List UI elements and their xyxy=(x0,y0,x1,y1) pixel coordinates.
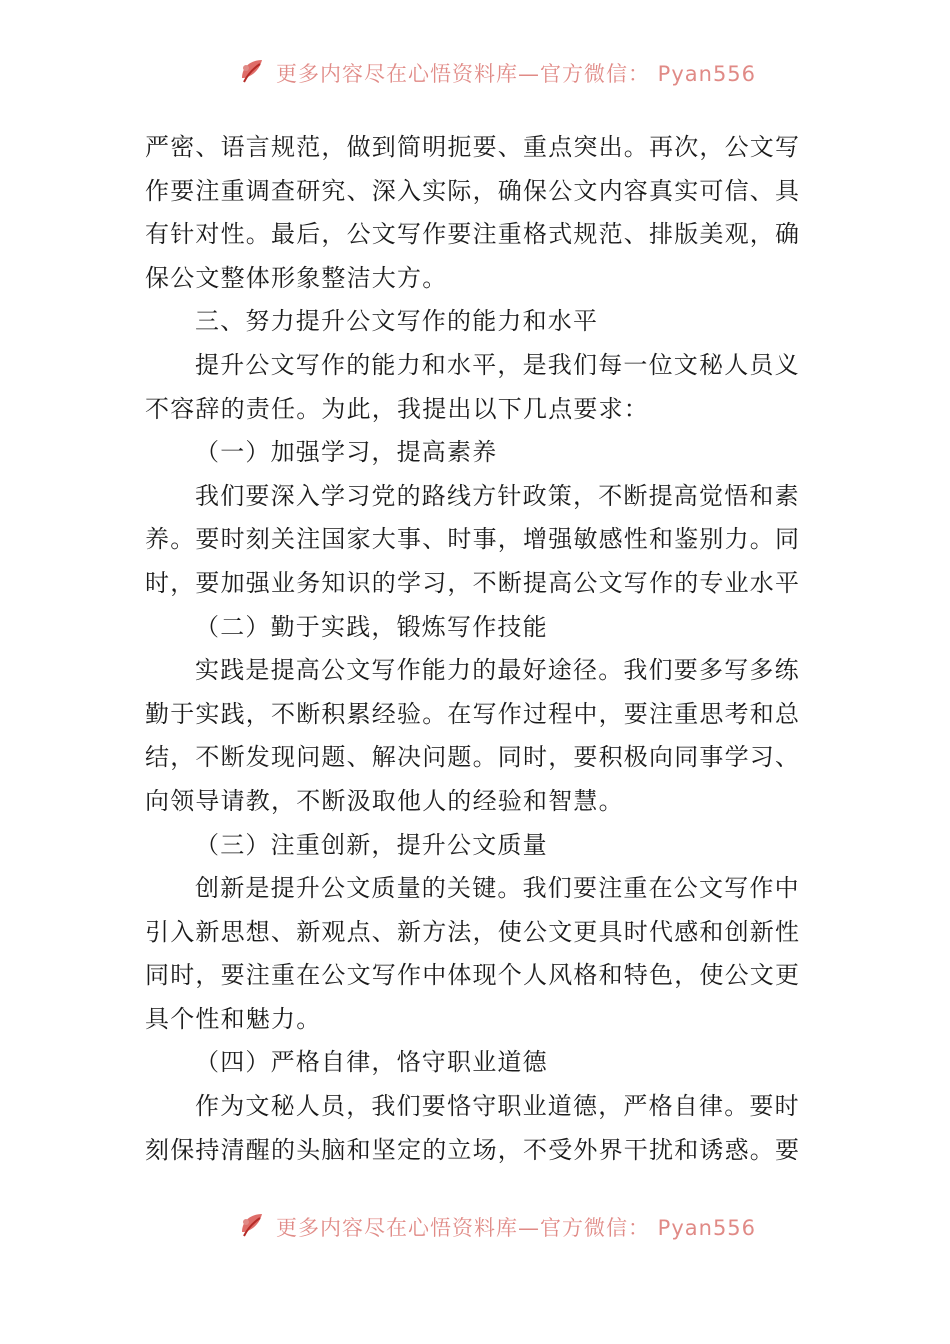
text-line: 严密、语言规范，做到简明扼要、重点突出。再次，公文写 xyxy=(145,133,801,161)
text-line: 向领导请教，不断汲取他人的经验和智慧。 xyxy=(145,786,624,815)
leaf-logo-icon xyxy=(236,1208,268,1240)
header-watermark xyxy=(0,50,950,90)
document-body xyxy=(145,126,810,1172)
text-line: 实践是提高公文写作能力的最好途径。我们要多写多练 xyxy=(195,656,800,685)
text-line: 勤于实践，不断积累经验。在写作过程中，要注重思考和总 xyxy=(145,699,801,728)
watermark-text: 更多内容尽在心悟资料库—官方微信： Pyan556 xyxy=(276,62,757,86)
text-line: 同时，要注重在公文写作中体现个人风格和特色，使公文更 xyxy=(145,961,801,990)
text-line: 结，不断发现问题、解决问题。同时，要积极向同事学习、 xyxy=(145,743,801,772)
text-line: 提升公文写作的能力和水平，是我们每一位文秘人员义 xyxy=(195,350,800,379)
text-line: 引入新思想、新观点、新方法，使公文更具时代感和创新性 xyxy=(145,917,801,946)
text-line: 养。要时刻关注国家大事、时事，增强敏感性和鉴别力。同 xyxy=(145,525,801,554)
watermark-text: 更多内容尽在心悟资料库—官方微信： Pyan556 xyxy=(276,1216,757,1240)
text-line: 保公文整体形象整洁大方。 xyxy=(145,263,448,292)
text-line: （一）加强学习，提高素养 xyxy=(195,438,498,467)
leaf-logo-icon xyxy=(236,54,268,86)
text-line: （四）严格自律，恪守职业道德 xyxy=(195,1048,548,1077)
text-line: 三、努力提升公文写作的能力和水平 xyxy=(195,307,599,336)
text-line: 作为文秘人员，我们要恪守职业道德，严格自律。要时 xyxy=(195,1092,800,1121)
text-line: 具个性和魅力。 xyxy=(145,1004,322,1033)
footer-watermark xyxy=(0,1204,950,1244)
text-line: 不容辞的责任。为此，我提出以下几点要求： xyxy=(145,394,649,423)
text-line: 我们要深入学习党的路线方针政策，不断提高觉悟和素 xyxy=(195,481,800,510)
text-line: 有针对性。最后，公文写作要注重格式规范、排版美观，确 xyxy=(145,220,801,249)
text-line: 作要注重调查研究、深入实际，确保公文内容真实可信、具 xyxy=(145,176,801,205)
text-line: （二）勤于实践，锻炼写作技能 xyxy=(195,612,548,641)
text-line: 刻保持清醒的头脑和坚定的立场，不受外界干扰和诱惑。要 xyxy=(145,1135,801,1164)
text-line: 时，要加强业务知识的学习，不断提高公文写作的专业水平 xyxy=(145,568,801,597)
text-line: 创新是提升公文质量的关键。我们要注重在公文写作中 xyxy=(195,874,800,903)
text-line: （三）注重创新，提升公文质量 xyxy=(195,830,548,859)
